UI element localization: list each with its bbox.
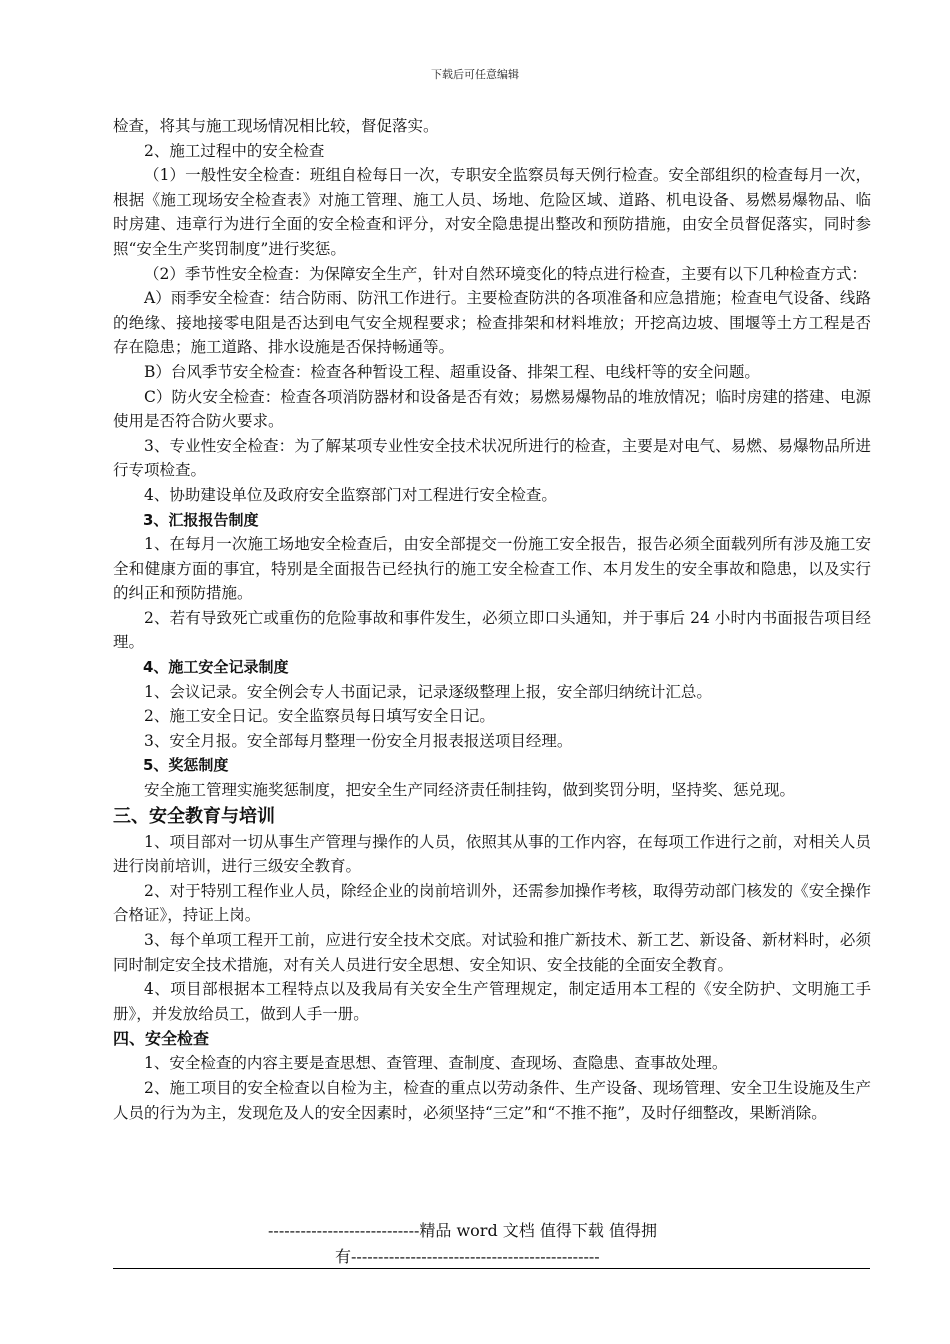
paragraph: （1）一般性安全检查：班组自检每日一次，专职安全监察员每天例行检查。安全部组织的检查每月一次，根据《施工现场安全检查表》对施工管理、施工人员、场地、危险区域、道路、机电设备、易燃易爆物品、临时房建、违章行为进行全面的安全检查和评分，对安全隐患提出整改和预防措施，由安全员督促落实，同时参照“安全生产奖罚制度”进行奖惩。 — [113, 166, 871, 258]
paragraph: 3、专业性安全检查：为了解某项专业性安全技术状况所进行的检查，主要是对电气、易燃、易爆物品所进行专项检查。 — [113, 436, 871, 480]
section-heading-report: 3、汇报报告制度 — [143, 510, 259, 529]
paragraph: 2、若有导致死亡或重伤的危险事故和事件发生，必须立即口头通知，并于事后 24 小时内书面报告项目经理。 — [113, 608, 871, 652]
page-header: 下载后可任意编辑 — [431, 68, 519, 81]
footer-line-1: ----------------------------精品 word 文档 值得下载 值得拥 — [268, 1221, 657, 1240]
paragraph: 4、项目部根据本工程特点以及我局有关安全生产管理规定，制定适用本工程的《安全防护、文明施工手册》，并发放给员工，做到人手一册。 — [113, 980, 871, 1023]
paragraph: 安全施工管理实施奖惩制度，把安全生产同经济责任制挂钩，做到奖罚分明，坚持奖、惩兑现。 — [144, 781, 796, 800]
section-heading-reward: 5、奖惩制度 — [143, 756, 229, 775]
paragraph: 1、在每月一次施工场地安全检查后，由安全部提交一份施工安全报告，报告必须全面载列所有涉及施工安全和健康方面的事宜，特别是全面报告已经执行的施工安全检查工作、本月发生的安全事故和隐患，以及实行的纠正和预防措施。 — [113, 535, 871, 603]
paragraph: 2、施工过程中的安全检查 — [144, 141, 325, 160]
paragraph: 1、安全检查的内容主要是查思想、查管理、查制度、查现场、查隐患、查事故处理。 — [144, 1054, 728, 1073]
chapter-heading-education: 三、安全教育与培训 — [113, 805, 275, 827]
section-heading-record: 4、施工安全记录制度 — [143, 658, 289, 677]
paragraph: 2、施工项目的安全检查以自检为主，检查的重点以劳动条件、生产设备、现场管理、安全卫生设施及生产人员的行为为主，发现危及人的安全因素时，必须坚持“三定”和“不推不拖”，及时仔细整改，果断消除。 — [113, 1078, 871, 1122]
paragraph: A）雨季安全检查：结合防雨、防汛工作进行。主要检查防洪的各项准备和应急措施；检查电气设备、线路的绝缘、接地接零电阻是否达到电气安全规程要求；检查排架和材料堆放；开挖高边坡、围堰等土方工程是否存在隐患；施工道路、排水设施是否保持畅通等。 — [113, 289, 871, 357]
paragraph: 检查，将其与施工现场情况相比较，督促落实。 — [113, 117, 439, 135]
paragraph: B）台风季节安全检查：检查各种暂设工程、超重设备、排架工程、电线杆等的安全问题。 — [144, 362, 760, 381]
document-body — [113, 114, 871, 1125]
paragraph: 3、安全月报。安全部每月整理一份安全月报表报送项目经理。 — [144, 731, 573, 750]
chapter-heading-safety-check: 四、安全检查 — [113, 1029, 210, 1049]
paragraph: 2、对于特别工程作业人员，除经企业的岗前培训外，还需参加操作考核，取得劳动部门核发的《安全操作合格证》，持证上岗。 — [113, 881, 871, 925]
paragraph: 1、项目部对一切从事生产管理与操作的人员，依照其从事的工作内容，在每项工作进行之前，对相关人员进行岗前培训，进行三级安全教育。 — [113, 832, 871, 876]
paragraph: 1、会议记录。安全例会专人书面记录，记录逐级整理上报，安全部归纳统计汇总。 — [144, 682, 712, 701]
footer-divider — [113, 1268, 870, 1269]
paragraph: 3、每个单项工程开工前，应进行安全技术交底。对试验和推广新技术、新工艺、新设备、新材料时，必须同时制定安全技术措施，对有关人员进行安全思想、安全知识、安全技能的全面安全教育。 — [113, 931, 871, 974]
page-footer — [113, 1218, 871, 1270]
paragraph: 4、协助建设单位及政府安全监察部门对工程进行安全检查。 — [144, 485, 557, 504]
paragraph: （2）季节性安全检查：为保障安全生产，针对自然环境变化的特点进行检查，主要有以下几种检查方式： — [144, 264, 867, 283]
paragraph: C）防火安全检查：检查各项消防器材和设备是否有效；易燃易爆物品的堆放情况；临时房建的搭建、电源使用是否符合防火要求。 — [113, 387, 871, 431]
footer-line-2: 有---------------------------------------------- — [335, 1247, 600, 1266]
paragraph: 2、施工安全日记。安全监察员每日填写安全日记。 — [144, 707, 495, 726]
